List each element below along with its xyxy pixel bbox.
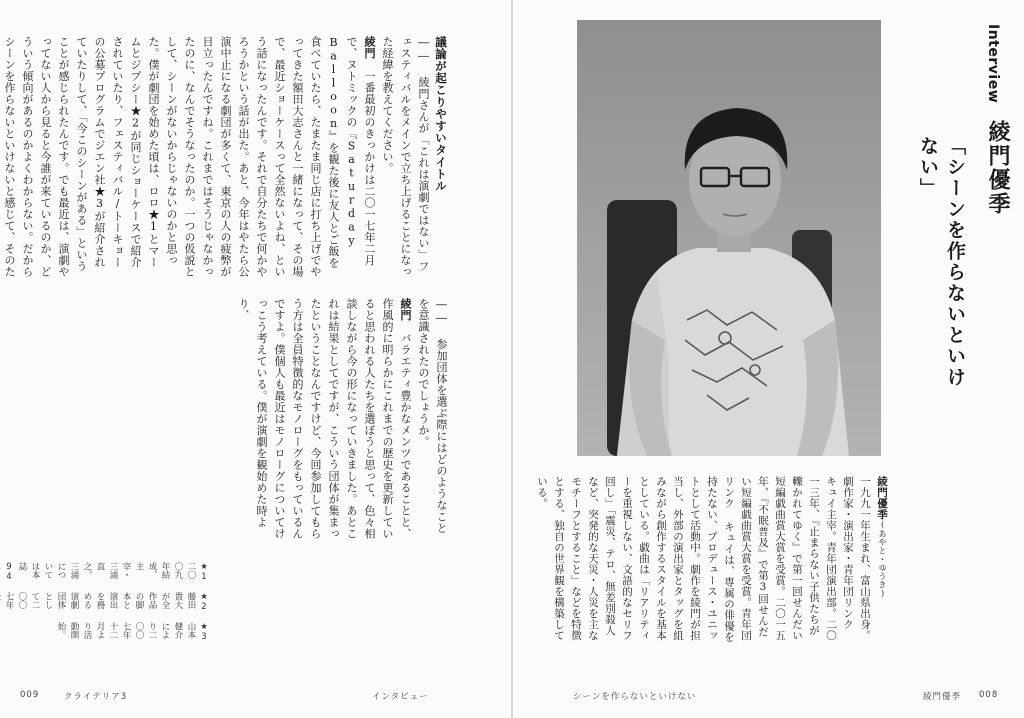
interview-title-block (913, 24, 1013, 404)
footnote-3: ★3 山本健介により二〇〇七年十二月より活動開始。 (56, 622, 209, 642)
interview-body-upper (3, 36, 450, 278)
footnotes (4, 562, 210, 642)
portrait-illustration (577, 20, 881, 456)
magazine-title: クライテリア3 (64, 692, 128, 702)
profile-name: 綾門優季 (876, 476, 888, 520)
interview-tag: Interview (985, 24, 1001, 104)
footnote-1: ★1 二〇〇九年結成、主宰・三浦直之。三浦については本誌94 (4, 562, 209, 582)
interviewee-name: 綾門優季 (985, 120, 1010, 216)
page-number-left: 009 (20, 690, 40, 700)
interview-body-lower (20, 298, 450, 544)
running-name: 綾門優季 (923, 692, 962, 702)
interview-headline: 「シーンを作らないといけない」 (917, 136, 966, 388)
section-heading: 議論が起こりやすいタイトル (434, 36, 448, 192)
page-number-right: 008 (979, 690, 999, 700)
interviewee-answer (0, 36, 378, 278)
interviewer-question: ―― 参加団体を選ぶ際にはどのようなことを意識されたのでしょうか。 (417, 298, 448, 534)
interviewer-question: ―― 綾門さんが「これは演劇ではない」フェスティバルをメインで立ち上げることになった経緯を教えてください。 (381, 36, 430, 278)
answer-text: バラエティ豊かなメンツであることと、作風的に明らかにこれまでの歴史を更新していると思われる人たちを選ぼうと思って、色々相談しながら今の形になっていきました。あとこれは結果としてですが、こういう団体が集まったということなんですけど、今回参加してもらう方は全員特徴的なモノローグをもっているんですよ。僕個人も最近はモノローグについてけっこう考えている。僕が演劇を観始めた時より、 (237, 298, 412, 540)
speaker-label: 綾門 (363, 36, 376, 71)
section-label: インタビュー (372, 692, 429, 702)
profile-kana: (あやと・ゆうき) (878, 520, 887, 599)
answer-text: 一番最初のきっかけは二〇一七年二月で、ヌトミックの『Saturday Balloon』を観た後に友人とご飯を食べていたら、たまたま同じ店に打ち上げでやってきた額田大志さんと一緒になって、その場で、最近ショーケースって全然ないよね、という話になったんです。それで自分たちで何かやろうかという話が出た。あと、今年はやたら公演中止になる劇団が多くて、東京の人の疲弊が目立ったんですね。これまではそうじゃなかったのに、なんでそうなったのか。一つの仮説として、シーンがないからじゃないのかと思った。僕が劇団を始めた頃は、ロロ★1とマームとジプシー★2が同じショーケースで紹介されていたり、フェスティバル/トーキョーの公募プログラムでジエン社★3が紹介されていたりして、「今このシーンがある」ということが感じられたんです。でも最近は、演劇やってない人から見ると今誰が来ているのか、どういう傾向があるのかよくわからない。だからシーンを作らないといけないと感じて、そのた (3, 36, 376, 278)
speaker-label: 綾門 (399, 298, 412, 333)
right-page (513, 0, 1024, 718)
portrait-photo (577, 20, 881, 456)
interviewee-answer (234, 298, 414, 544)
left-page (0, 0, 511, 718)
running-title: シーンを作らないといけない (573, 692, 697, 702)
profile-body: 一九九一年生まれ、富山県出身。劇作家・演出家・青年団リンク キュイ主宰。青年団演出部。二〇一三年、『止まらない子供たちが轢かれてゆく』で第一回せんだい短編戯曲賞大賞を受賞。二〇一五年、『不眠普及』で第3回せんだい短編戯曲賞大賞を受賞。青年団リンク キュイは、専属の俳優を持たない、プロデュース・ユニットとして活動中。劇作を綾門が担当し、外部の演出家とタッグを組みながら創作するスタイルを基本としている。戯曲は「リアリティーを重視しない、文語的なセリフ回し」「震災、テロ、無差別殺人など、突発的な天災・人災を主なモチーフとすること」などを特徴とする、独自の世界観を構築している。 (536, 476, 871, 643)
profile-text (536, 476, 908, 646)
footnote-2: ★2 藤田貴大が全作品の脚本と演出を務める演劇団体として二〇〇七年 (4, 592, 209, 612)
